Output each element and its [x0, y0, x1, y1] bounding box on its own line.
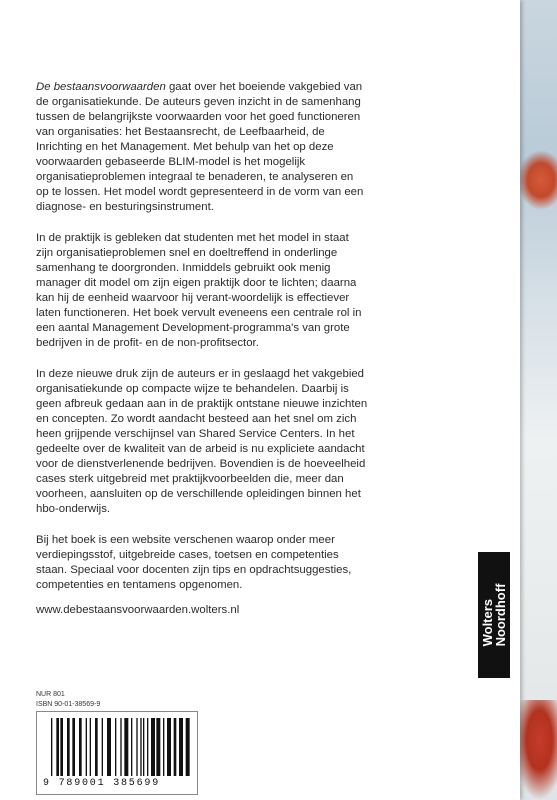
- barcode-bar: [51, 718, 52, 776]
- paragraph-4: Bij het boek is een website verschenen waarop onder meer verdiepingsstof, uitgebreide cases, toetsen en competenties staan. Speciaal voor docenten zijn tips en opdrachtsuggesties, competenties en tentamens opgenomen.: [36, 534, 352, 591]
- barcode-bar: [86, 718, 87, 776]
- barcode-bar: [115, 718, 116, 776]
- barcode-bar: [56, 718, 59, 776]
- barcode-bar: [67, 718, 70, 776]
- paragraph-1: De bestaansvoorwaarden gaat over het boeiende vakgebied van de organisatiekunde. De auteurs geven inzicht in de samenhang tussen de belangrijkste voorwaarden voor het goed functioneren van organisaties: het Bestaansrecht, de Leefbaarheid, de Inrichting en het Management. Met behulp van het op deze voorwaarden gebaseerde BLIM-model is het mogelijk organisatieproblemen integraal te benaderen, te analyseren en op te lossen. Het model wordt gepresenteerd in de vorm van een diagnose- en besturingsinstrument.: [36, 81, 364, 213]
- photo-detail: [517, 150, 557, 210]
- paragraph-2: In de praktijk is gebleken dat studenten met het model in staat zijn organisatieproblemen snel en doeltreffend in onderlinge samenhang te doorgronden. Inmiddels gebruikt ook menig manager dit model om zijn eigen praktijk door te lichten; daarna kan hij de eenheid waarvoor hij verant-woordelijk is effectiever laten functioneren. Het boek vervult eveneens een centrale rol in een aantal Management Development-programma's van grote bedrijven in de profit- en de non-profitsector.: [36, 232, 362, 349]
- barcode-bar: [163, 718, 164, 776]
- barcode-bar: [143, 718, 144, 776]
- barcode-bar: [174, 718, 177, 776]
- barcode-bar: [156, 718, 160, 776]
- publisher-logo: [478, 552, 510, 678]
- book-title: De bestaansvoorwaarden: [36, 81, 166, 93]
- barcode-bar: [147, 718, 148, 776]
- publisher-logo-text: Wolters Noordhoff: [480, 583, 508, 647]
- barcode-bar: [79, 718, 82, 776]
- barcode-bar: [90, 718, 91, 776]
- description-text: [36, 80, 368, 609]
- barcode-bars-icon: [51, 718, 191, 776]
- barcode-bar: [102, 718, 103, 776]
- book-metadata: [36, 690, 100, 710]
- barcode-bar: [179, 718, 183, 776]
- paragraph-3: In deze nieuwe druk zijn de auteurs er in geslaagd het vakgebied organisatiekunde op compacte wijze te behandelen. Daarbij is geen afbreuk gedaan aan in de praktijk ontstane nieuwe inzichten en concepten. Zo wordt aandacht besteed aan het snel om zich heen grijpende verschijnsel van Shared Service Centers. In het gedeelte over de kwaliteit van de arbeid is nu expliciete aandacht voor de dienstverlenende bedrijven. Bovendien is de hoeveelheid cases sterk uitgebreid met praktijkvoorbeelden die, meer dan voorheen, aansluiten op de verschillende opleidingen binnen het hbo-onderwijs.: [36, 368, 368, 515]
- barcode-digits: 9 789001 385699: [43, 778, 161, 789]
- barcode-bar: [131, 718, 132, 776]
- barcode-bar: [95, 718, 98, 776]
- barcode-bar: [120, 718, 121, 776]
- barcode-bar: [60, 718, 63, 776]
- barcode-bar: [107, 718, 111, 776]
- barcode-bar: [124, 718, 128, 776]
- isbn-code: ISBN 90-01-38569-9: [36, 701, 101, 708]
- barcode-bar: [136, 718, 137, 776]
- barcode-bar: [140, 718, 141, 776]
- nur-code: NUR 801: [36, 691, 65, 698]
- barcode-bar: [72, 718, 75, 776]
- website-link[interactable]: www.debestaansvoorwaarden.wolters.nl: [36, 604, 240, 616]
- barcode-bar: [186, 718, 190, 776]
- barcode-bar: [167, 718, 171, 776]
- barcode-bar: [151, 718, 155, 776]
- barcode: [36, 711, 198, 795]
